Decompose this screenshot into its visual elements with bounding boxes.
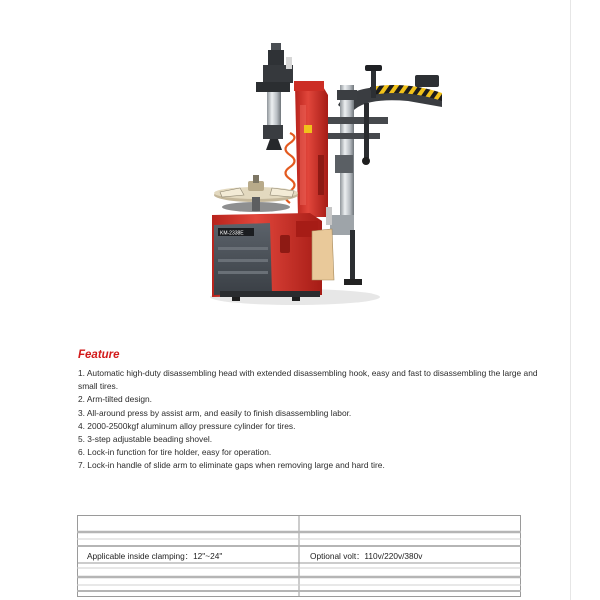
feature-item: 6. Lock-in function for tire holder, easy for operation. <box>78 447 272 458</box>
air-gauge <box>326 207 332 225</box>
feature-item: 2. Arm-tilted design. <box>78 394 153 405</box>
mount-head-column <box>256 43 295 203</box>
tire-changer-photo <box>200 35 450 310</box>
spec-volt: Optional volt：110v/220v/380v <box>310 551 423 561</box>
lubricant-bucket <box>312 229 334 280</box>
feature-list <box>78 367 538 473</box>
page-edge-line <box>570 0 571 600</box>
feature-heading: Feature <box>78 349 120 361</box>
assist-arm <box>316 65 442 285</box>
feature-item: 4. 2000-2500kgf aluminum alloy pressure cylinder for tires. <box>78 420 296 431</box>
feature-item: 3. All-around press by assist arm, and easily to finish disassembling labor. <box>78 407 352 418</box>
feature-item: 5. 3-step adjustable beading shovel. <box>78 434 213 445</box>
feature-item: 1. Automatic high-duty disassembling head with extended disassembling hook, easy and fast to disassembling the large and small tires. <box>78 368 538 392</box>
red-column <box>294 81 328 217</box>
machine-body <box>212 213 322 301</box>
turntable <box>214 175 298 212</box>
model-plate: KM-2338E <box>220 230 244 237</box>
spec-clamping: Applicable inside clamping：12"~24" <box>87 551 223 561</box>
feature-item: 7. Lock-in handle of slide arm to eliminate gaps when removing large and hard tire. <box>78 460 385 471</box>
spec-table <box>77 515 521 597</box>
